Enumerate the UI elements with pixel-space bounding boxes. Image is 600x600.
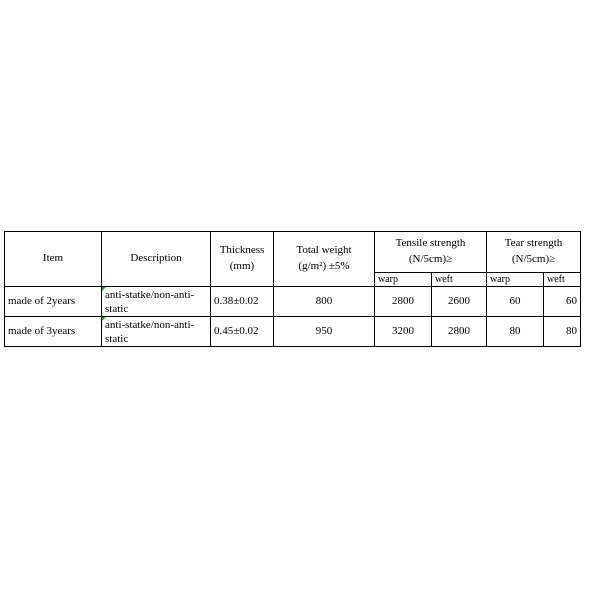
row-tear-warp: 60 xyxy=(487,287,544,317)
row-tear-weft: 80 xyxy=(544,317,581,347)
row-item: made of 2years xyxy=(5,287,102,317)
row-description-line2: static xyxy=(105,332,129,345)
row-description xyxy=(102,317,211,347)
spec-table xyxy=(4,231,581,347)
header-tear-line2: (N/5cm)≥ xyxy=(511,253,556,265)
header-tear-warp: warp xyxy=(487,273,544,287)
header-tensile-strength xyxy=(375,232,487,273)
row-description-line2: static xyxy=(105,302,129,315)
header-thickness-line2: (mm) xyxy=(229,260,255,272)
header-tensile-line1: Tensile strength xyxy=(395,237,466,250)
header-description: Description xyxy=(102,232,211,287)
header-item: Item xyxy=(5,232,102,287)
row-tensile-weft: 2800 xyxy=(432,317,487,347)
row-description-line1: anti-statke/non-anti- xyxy=(105,318,195,331)
header-tear-strength xyxy=(487,232,581,273)
row-description xyxy=(102,287,211,317)
row-weight: 800 xyxy=(274,287,375,317)
header-thickness-line1: Thickness xyxy=(219,244,265,257)
row-thickness: 0.45±0.02 xyxy=(211,317,274,347)
table-row xyxy=(5,317,581,347)
cell-marker xyxy=(102,287,106,291)
header-tear-line1: Tear strength xyxy=(504,237,563,250)
header-tensile-line2: (N/5cm)≥ xyxy=(408,253,453,265)
row-tensile-warp: 3200 xyxy=(375,317,432,347)
header-tensile-weft: weft xyxy=(432,273,487,287)
header-tensile-warp: warp xyxy=(375,273,432,287)
header-row xyxy=(5,232,581,273)
row-tear-weft: 60 xyxy=(544,287,581,317)
header-total-weight xyxy=(274,232,375,287)
header-weight-line1: Total weight xyxy=(296,244,352,257)
header-tear-weft: weft xyxy=(544,273,581,287)
row-description-line1: anti-statke/non-anti- xyxy=(105,288,195,301)
header-weight-line2: (g/m²) ±5% xyxy=(298,260,350,272)
table-row xyxy=(5,287,581,317)
row-thickness: 0.38±0.02 xyxy=(211,287,274,317)
header-thickness xyxy=(211,232,274,287)
cell-marker xyxy=(102,317,106,321)
row-tensile-weft: 2600 xyxy=(432,287,487,317)
row-weight: 950 xyxy=(274,317,375,347)
row-item: made of 3years xyxy=(5,317,102,347)
row-tensile-warp: 2800 xyxy=(375,287,432,317)
row-tear-warp: 80 xyxy=(487,317,544,347)
